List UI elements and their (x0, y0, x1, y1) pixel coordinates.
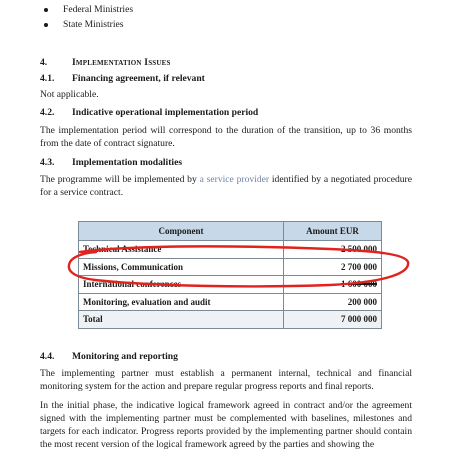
amount-cell: 1 600 000 (284, 276, 382, 294)
ministries-list (38, 4, 133, 34)
section-4-3-heading (40, 157, 412, 170)
section-4-4-para-1: The implementing partner must establish a permanent internal, technical and financial monitoring system for the action and prepare regular progress reports and final reports. (40, 368, 412, 392)
section-number: 4. (40, 57, 48, 68)
component-cell: Total (79, 311, 284, 329)
section-4-3-body (40, 174, 412, 200)
amount-cell: 7 000 000 (284, 311, 382, 329)
table-row (79, 241, 382, 259)
table-header-row (79, 222, 382, 241)
table-total-row (79, 311, 382, 329)
component-cell: International conferences (79, 276, 284, 294)
component-cell: Missions, Communication (79, 258, 284, 276)
column-header-amount: Amount EUR (284, 222, 382, 241)
amount-cell: 2 500 000 (284, 241, 382, 259)
section-4-2-heading (40, 107, 412, 120)
amount-cell: 200 000 (284, 293, 382, 311)
section-4-4-para-2: In the initial phase, the indicative logical framework agreed in contract and/or the agreement signed with the implementing partner must be complemented with baselines, milestones and targets for each indicator. Progress reports provided by the implementing partner should contain the most recent version of the logical framework agreed by the parties and showing the (40, 400, 412, 450)
section-4-4-heading (40, 351, 412, 364)
section-title: Implementation Issues (72, 57, 171, 68)
body-text: The programme will be implemented by (40, 174, 200, 185)
section-title: Indicative operational implementation period (72, 107, 259, 118)
section-title: Financing agreement, if relevant (72, 73, 205, 84)
section-number: 4.4. (40, 351, 55, 362)
section-4-heading (40, 57, 412, 70)
service-provider-link[interactable]: a service provider (199, 174, 270, 185)
section-number: 4.2. (40, 107, 55, 118)
section-title: Implementation modalities (72, 157, 183, 168)
section-4-1-heading (40, 73, 412, 86)
table-row (79, 258, 382, 276)
section-number: 4.1. (40, 73, 55, 84)
table-row (79, 293, 382, 311)
section-title: Monitoring and reporting (72, 351, 178, 362)
section-number: 4.3. (40, 157, 55, 168)
amount-cell: 2 700 000 (284, 258, 382, 276)
section-4-1-body: Not applicable. (40, 89, 99, 100)
budget-table (78, 221, 382, 329)
component-cell: Monitoring, evaluation and audit (79, 293, 284, 311)
table-row (79, 276, 382, 294)
list-item: State Ministries (38, 19, 133, 34)
list-item: Federal Ministries (38, 4, 133, 19)
component-cell: Technical Assistance (79, 241, 284, 259)
section-4-2-body: The implementation period will correspond to the duration of the transition, up to 36 months from the date of contract signature. (40, 125, 412, 149)
body-text: identified by a negotiated procedure for a service contract. (40, 174, 412, 198)
column-header-component: Component (79, 222, 284, 241)
